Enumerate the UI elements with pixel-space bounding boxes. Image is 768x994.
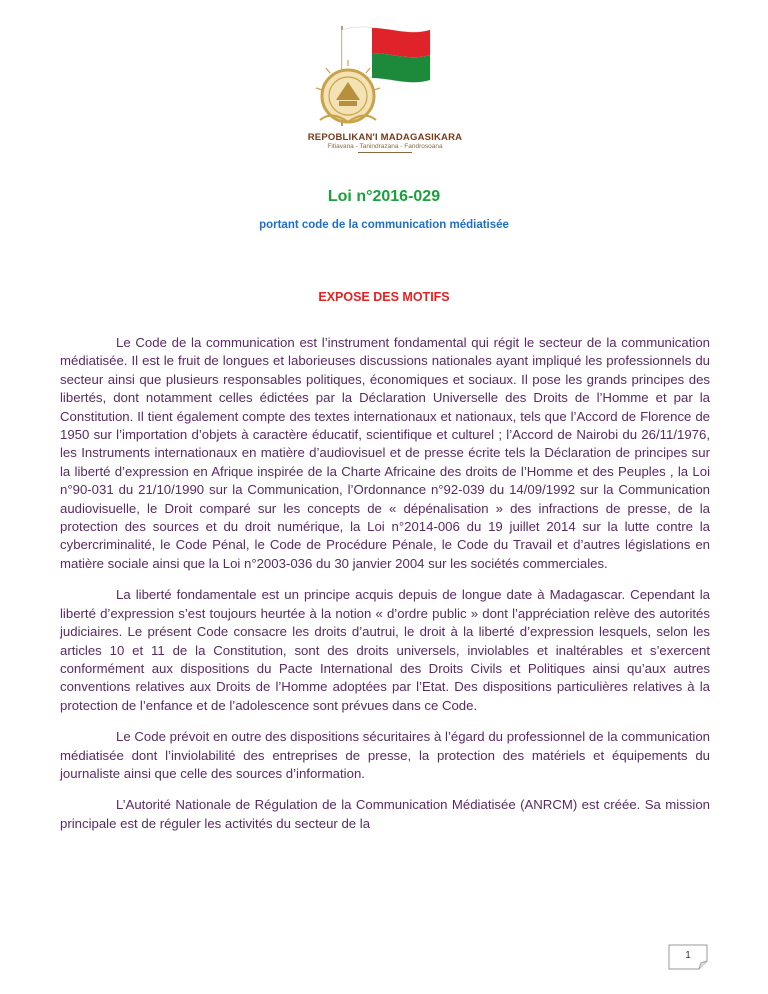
page-number-box [668, 944, 708, 970]
page-number: 1 [685, 950, 691, 961]
document-body [60, 334, 710, 846]
coat-of-arms-emblem [290, 8, 480, 153]
motto-underline [358, 152, 412, 153]
paragraph-3: Le Code prévoit en outre des dispositions sécuritaires à l’égard du professionnel de la communication médiatisée dont l’inviolabilité des entreprises de presse, la protection des matériels et équipements du journaliste ainsi que celle des sources d’information. [60, 729, 710, 781]
paragraph-4: L’Autorité Nationale de Régulation de la Communication Médiatisée (ANRCM) est créée. Sa mission principale est de réguler les activités du secteur de la [60, 797, 710, 831]
section-heading: EXPOSE DES MOTIFS [318, 290, 450, 304]
republic-name: REPOBLIKAN'I MADAGASIKARA [307, 132, 463, 143]
law-title: Loi n°2016-029 [327, 188, 441, 205]
paragraph-2: La liberté fondamentale est un principe acquis depuis de longue date à Madagascar. Cependant la liberté d’expression s’est toujours heurtée à la notion « d’ordre public » dont l’appréciation relève des autorités judiciaires. Le présent Code consacre les droits d’autrui, le droit à la liberté d’expression lesquels, selon les articles 10 et 11 de la Constitution, sont des droits universels, inviolables et inaltérables et s’exercent conformément aux dispositions du Pacte International des Droits Civils et Politiques ainsi qu’aux autres conventions relatives aux Droits de l’Homme adoptées par l’Etat. Des dispositions particulières relatives à la protection de l’enfance et de l’adolescence sont prévues dans ce Code. [60, 587, 710, 713]
national-motto: Fitiavana - Tanindrazana - Fandrosoana [327, 143, 443, 150]
law-subtitle: portant code de la communication médiatisée [259, 219, 509, 231]
paragraph-1: Le Code de la communication est l’instrument fondamental qui régit le secteur de la communication médiatisée. Il est le fruit de longues et laborieuses discussions nationales ayant impliqué les professionnels du secteur ainsi que plusieurs responsables politiques, économiques et sociaux. Il pose les grands principes des libertés, dont notamment celles édictées par la Déclaration Universelle des Droits de l’Homme et par la Constitution. Il tient également compte des textes internationaux et nationaux, tels que l’Accord de Florence de 1950 sur l’importation d’objets à caractère éducatif, scientifique et culturel ; l’Accord de Nairobi du 26/11/1976, les Instruments internationaux en matière d’audiovisuel et de presse écrite tels la Déclaration de principes sur la liberté d’expression en Afrique inspirée de la Charte Africaine des droits de l’Homme et des Peuples , la Loi n°90-031 du 21/10/1990 sur la Communication, l’Ordonnance n°92-039 du 14/09/1992 sur la Communication audiovisuelle, le Droit comparé sur les concepts de « dépénalisation » des infractions de presse, de la protection des sources et du droit numérique, la Loi n°2014-006 du 19 juillet 2014 sur la lutte contre la cybercriminalité, le Code Pénal, le Code de Procédure Pénale, le Code du Travail et d’autres législations en matière sociale ainsi que la Loi n°2003-036 du 30 janvier 2004 sur les sociétés commerciales. [60, 335, 710, 571]
emblem-icon [290, 8, 480, 133]
